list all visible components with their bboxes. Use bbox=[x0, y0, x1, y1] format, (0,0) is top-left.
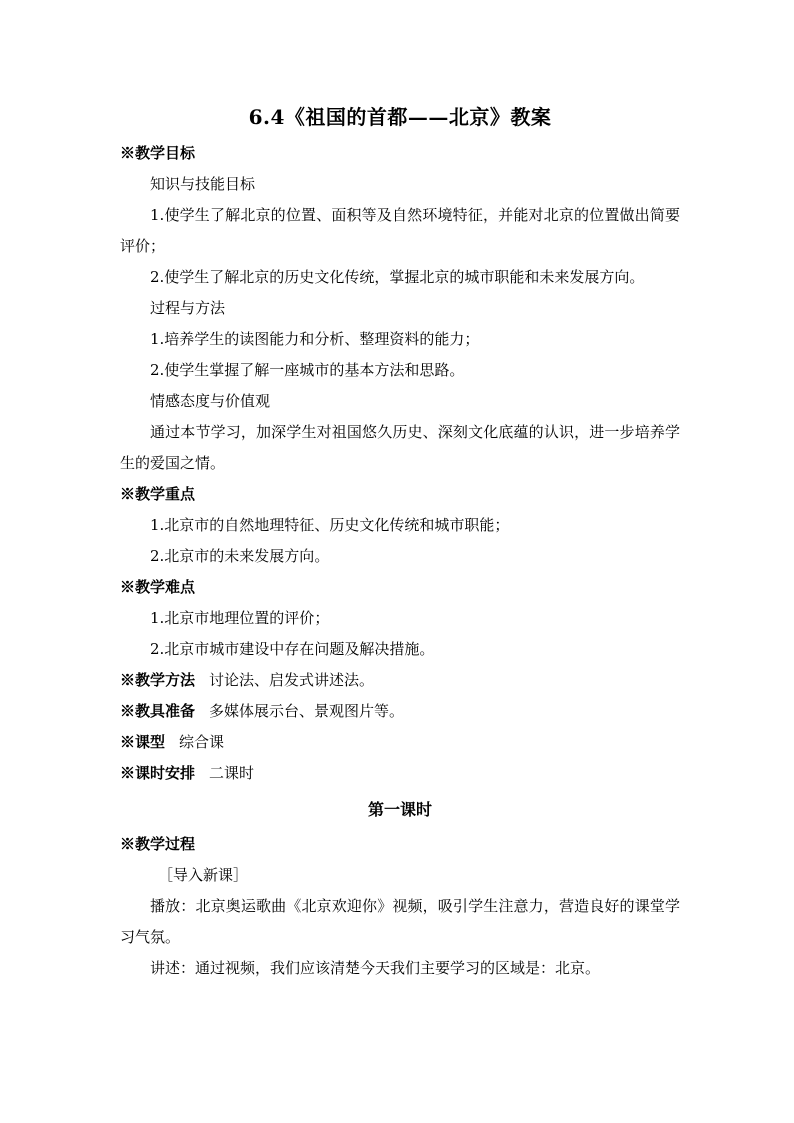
process-method-item-1: 1.培养学生的读图能力和分析、整理资料的能力； bbox=[150, 330, 480, 348]
knowledge-heading: 知识与技能目标 bbox=[150, 175, 256, 193]
key-point-item-2: 2.北京市的未来发展方向。 bbox=[150, 547, 330, 565]
process-method-item-2: 2.使学生掌握了解一座城市的基本方法和思路。 bbox=[150, 361, 465, 379]
lesson-type-value: 综合课 bbox=[179, 733, 225, 751]
document-body bbox=[120, 102, 680, 984]
teaching-method-row bbox=[120, 665, 680, 696]
key-points-heading: ※教学重点 bbox=[120, 485, 196, 503]
emotion-text: 通过本节学习，加深学生对祖国悠久历史、深刻文化底蕴的认识，进一步培养学生的爱国之情。 bbox=[120, 423, 680, 472]
lesson-type-row bbox=[120, 727, 680, 758]
emotion-heading: 情感态度与价值观 bbox=[150, 392, 271, 410]
objectives-heading: ※教学目标 bbox=[120, 144, 196, 162]
schedule-value: 二课时 bbox=[209, 764, 255, 782]
teaching-tools-row bbox=[120, 696, 680, 727]
difficulties-heading: ※教学难点 bbox=[120, 578, 196, 596]
lesson-type-label: ※课型 bbox=[120, 733, 166, 751]
key-point-item-1: 1.北京市的自然地理特征、历史文化传统和城市职能； bbox=[150, 516, 510, 534]
teaching-tools-value: 多媒体展示台、景观图片等。 bbox=[209, 702, 405, 720]
schedule-row bbox=[120, 758, 680, 789]
teaching-method-value: 讨论法、启发式讲述法。 bbox=[209, 671, 375, 689]
intro-label: ［导入新课］ bbox=[158, 866, 249, 884]
process-method-heading: 过程与方法 bbox=[150, 299, 226, 317]
difficulty-item-1: 1.北京市地理位置的评价； bbox=[150, 609, 330, 627]
difficulty-item-2: 2.北京市城市建设中存在问题及解决措施。 bbox=[150, 640, 435, 658]
teaching-method-label: ※教学方法 bbox=[120, 671, 196, 689]
knowledge-item-2: 2.使学生了解北京的历史文化传统，掌握北京的城市职能和未来发展方向。 bbox=[150, 268, 645, 286]
play-text: 播放：北京奥运歌曲《北京欢迎你》视频，吸引学生注意力，营造良好的课堂学习气氛。 bbox=[120, 897, 680, 946]
teaching-process-heading: ※教学过程 bbox=[120, 835, 196, 853]
narrate-text: 讲述：通过视频，我们应该清楚今天我们主要学习的区域是：北京。 bbox=[150, 959, 601, 977]
knowledge-item-1: 1.使学生了解北京的位置、面积等及自然环境特征，并能对北京的位置做出简要评价； bbox=[120, 206, 680, 255]
document-title: 6.4《祖国的首都——北京》教案 bbox=[248, 105, 552, 129]
first-lesson-heading: 第一课时 bbox=[367, 800, 432, 819]
schedule-label: ※课时安排 bbox=[120, 764, 196, 782]
teaching-tools-label: ※教具准备 bbox=[120, 702, 196, 720]
